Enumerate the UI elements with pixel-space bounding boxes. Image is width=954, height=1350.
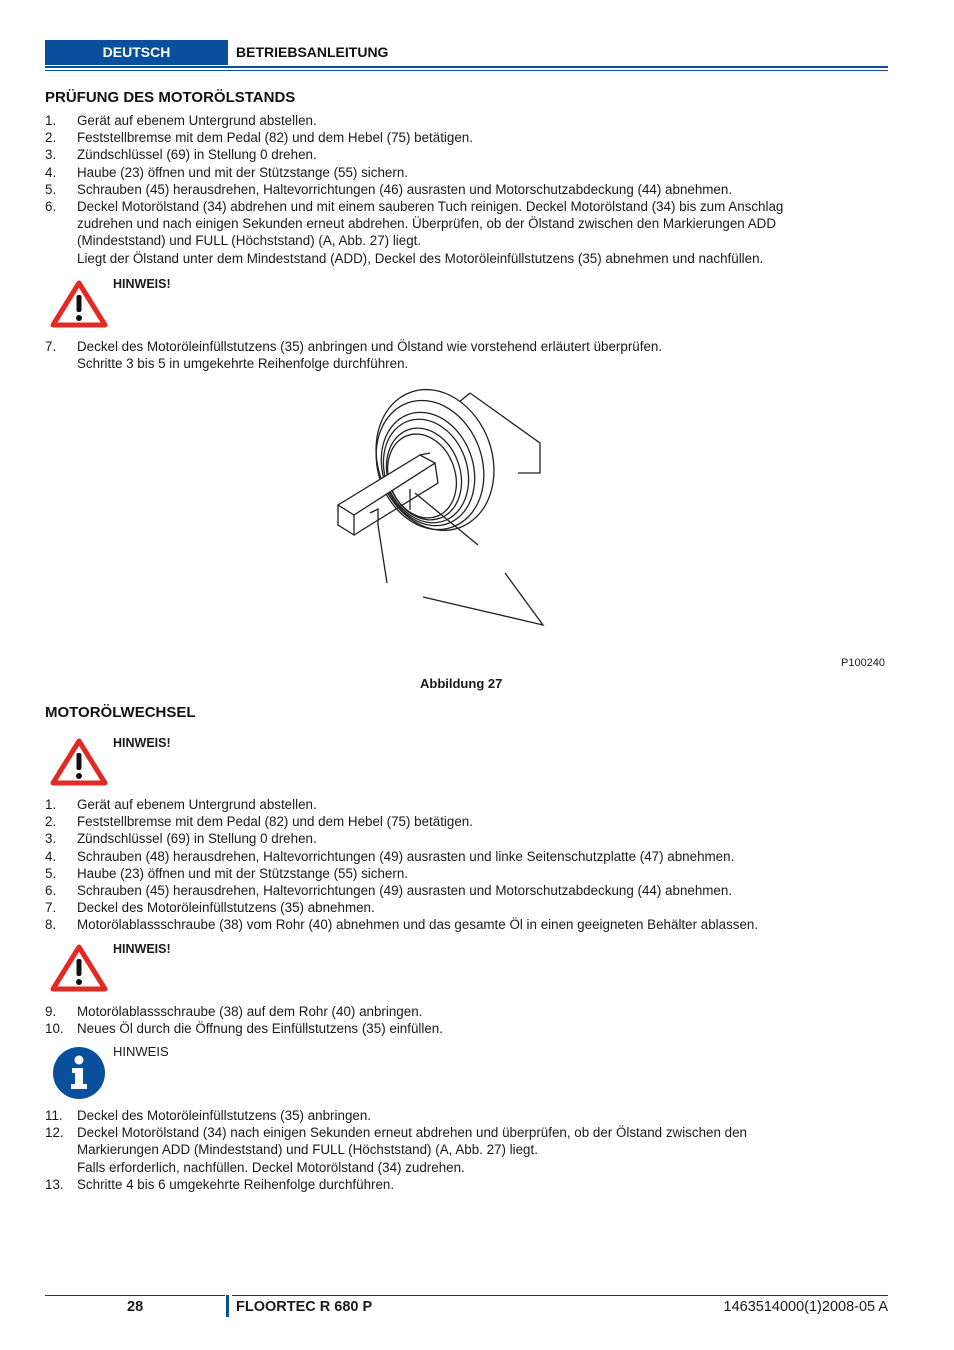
step-number: 4. [45,848,57,864]
step-list [45,112,890,267]
step-number: 5. [45,181,57,197]
step-number: 3. [45,147,57,163]
step-number: 9. [45,1004,57,1019]
step-list [45,796,890,934]
section-title-oil-change: MOTORÖLWECHSEL [45,704,196,721]
step-item [45,899,890,916]
step-list [45,1107,890,1193]
step-item [45,796,890,813]
step-text-line: Haube (23) öffnen und mit der Stützstange (55) sichern. [77,865,408,881]
step-number: 7. [45,339,57,354]
step-text-line: (Mindeststand) und FULL (Höchststand) (A, Abb. 27) liegt. [77,233,422,249]
step-text-line: Schrauben (45) herausdrehen, Haltevorrichtungen (49) ausrasten und Motorschutzabdeckung (44) abnehmen. [77,883,733,899]
step-item [45,916,890,933]
header-language: DEUTSCH [45,40,228,65]
step-item [45,1124,890,1176]
footer-accent-bar [226,1295,229,1317]
footer-doc-number: 1463514000(1)2008-05 A [723,1299,888,1315]
header-title: BETRIEBSANLEITUNG [236,44,389,60]
section-title-oil-level-check: PRÜFUNG DES MOTORÖLSTANDS [45,89,296,106]
step-text-line: Haube (23) öffnen und mit der Stützstange (55) sichern. [77,164,408,180]
step-item [45,129,890,146]
footer-rule [45,1295,225,1296]
step-text-line: Deckel des Motoröleinfüllstutzens (35) anbringen. [77,1108,372,1123]
step-number: 1. [45,113,57,128]
step-item [45,338,890,372]
step-text-line: Schritte 4 bis 6 umgekehrte Reihenfolge durchführen. [77,1176,395,1192]
warning-triangle-icon [50,738,108,786]
page-number: 28 [127,1299,144,1315]
step-item [45,181,890,198]
step-number: 2. [45,814,57,830]
warning-triangle-icon [50,944,108,992]
footer-model: FLOORTEC R 680 P [236,1299,373,1315]
step-number: 3. [45,831,57,847]
step-number: 11. [45,1108,63,1123]
step-text-line: Zündschlüssel (69) in Stellung 0 drehen. [77,147,317,163]
step-item [45,1020,890,1037]
step-text-line: Motorölablassschraube (38) vom Rohr (40) abnehmen und das gesamte Öl in einen geeigneten Behälter ablassen. [77,917,759,933]
step-item [45,146,890,163]
step-item [45,865,890,882]
step-text-line: Feststellbremse mit dem Pedal (82) und dem Hebel (75) betätigen. [77,814,473,830]
step-number: 13. [45,1176,64,1192]
step-text-line: Falls erforderlich, nachfüllen. Deckel Motorölstand (34) zudrehen. [77,1159,465,1175]
step-text-line: Deckel Motorölstand (34) abdrehen und mit einem sauberen Tuch reinigen. Deckel Motorölstand (34) bis zum Anschlag [77,199,784,215]
warning-triangle-icon [50,280,108,328]
step-number: 1. [45,797,57,812]
footer-rule [232,1295,888,1296]
step-item [45,164,890,181]
step-item [45,1003,890,1020]
figure-code: P100240 [841,657,886,669]
step-text-line: Motorölablassschraube (38) auf dem Rohr (40) anbringen. [77,1004,423,1019]
step-item [45,1176,890,1193]
step-number: 5. [45,865,57,881]
note-label: HINWEIS! [113,942,171,956]
step-text-line: Deckel des Motoröleinfüllstutzens (35) abnehmen. [77,900,375,916]
step-text-line: Schritte 3 bis 5 in umgekehrte Reihenfolge durchführen. [77,356,409,372]
header-rule [45,66,888,68]
step-text-line: zudrehen und nach einigen Sekunden erneut abdrehen. Überprüfen, ob der Ölstand zwischen den Markierungen ADD [77,216,777,232]
note-label: HINWEIS! [113,277,171,291]
step-text-line: Deckel Motorölstand (34) nach einigen Sekunden erneut abdrehen und überprüfen, ob der Ölstand zwischen den [77,1125,747,1141]
step-item [45,848,890,865]
step-item [45,1107,890,1124]
step-text-line: Neues Öl durch die Öffnung des Einfüllstutzens (35) einfüllen. [77,1021,443,1037]
note-label: HINWEIS! [113,736,171,750]
step-number: 7. [45,900,57,916]
step-text-line: Gerät auf ebenem Untergrund abstellen. [77,797,317,812]
oil-dipstick-figure [330,385,560,630]
step-text-line: Schrauben (45) herausdrehen, Haltevorrichtungen (46) ausrasten und Motorschutzabdeckung (44) abnehmen. [77,181,733,197]
step-number: 10. [45,1021,64,1037]
step-text-line: Schrauben (48) herausdrehen, Haltevorrichtungen (49) ausrasten und linke Seitenschutzplatte (47) abnehmen. [77,848,735,864]
step-item [45,813,890,830]
header-rule-thin [45,70,888,71]
info-icon [52,1046,106,1100]
step-number: 2. [45,130,57,146]
step-number: 4. [45,164,57,180]
step-item [45,830,890,847]
step-item [45,882,890,899]
step-text-line: Deckel des Motoröleinfüllstutzens (35) anbringen und Ölstand wie vorstehend erläutert überprüfen. [77,339,663,354]
step-text-line: Gerät auf ebenem Untergrund abstellen. [77,113,317,128]
step-number: 12. [45,1125,64,1141]
step-text-line: Zündschlüssel (69) in Stellung 0 drehen. [77,831,317,847]
step-item [45,112,890,129]
step-number: 6. [45,199,57,215]
step-list [45,338,890,372]
step-text-line: Liegt der Ölstand unter dem Mindeststand (ADD), Deckel des Motoröleinfüllstutzens (35) abnehmen und nachfüllen. [77,250,764,266]
step-list [45,1003,890,1037]
info-label: HINWEIS [113,1044,169,1059]
step-number: 6. [45,883,57,899]
step-text-line: Markierungen ADD (Mindeststand) und FULL (Höchststand) (A, Abb. 27) liegt. [77,1142,538,1158]
step-number: 8. [45,917,57,933]
figure-caption: Abbildung 27 [420,676,503,691]
step-item [45,198,890,267]
step-text-line: Feststellbremse mit dem Pedal (82) und dem Hebel (75) betätigen. [77,130,473,146]
